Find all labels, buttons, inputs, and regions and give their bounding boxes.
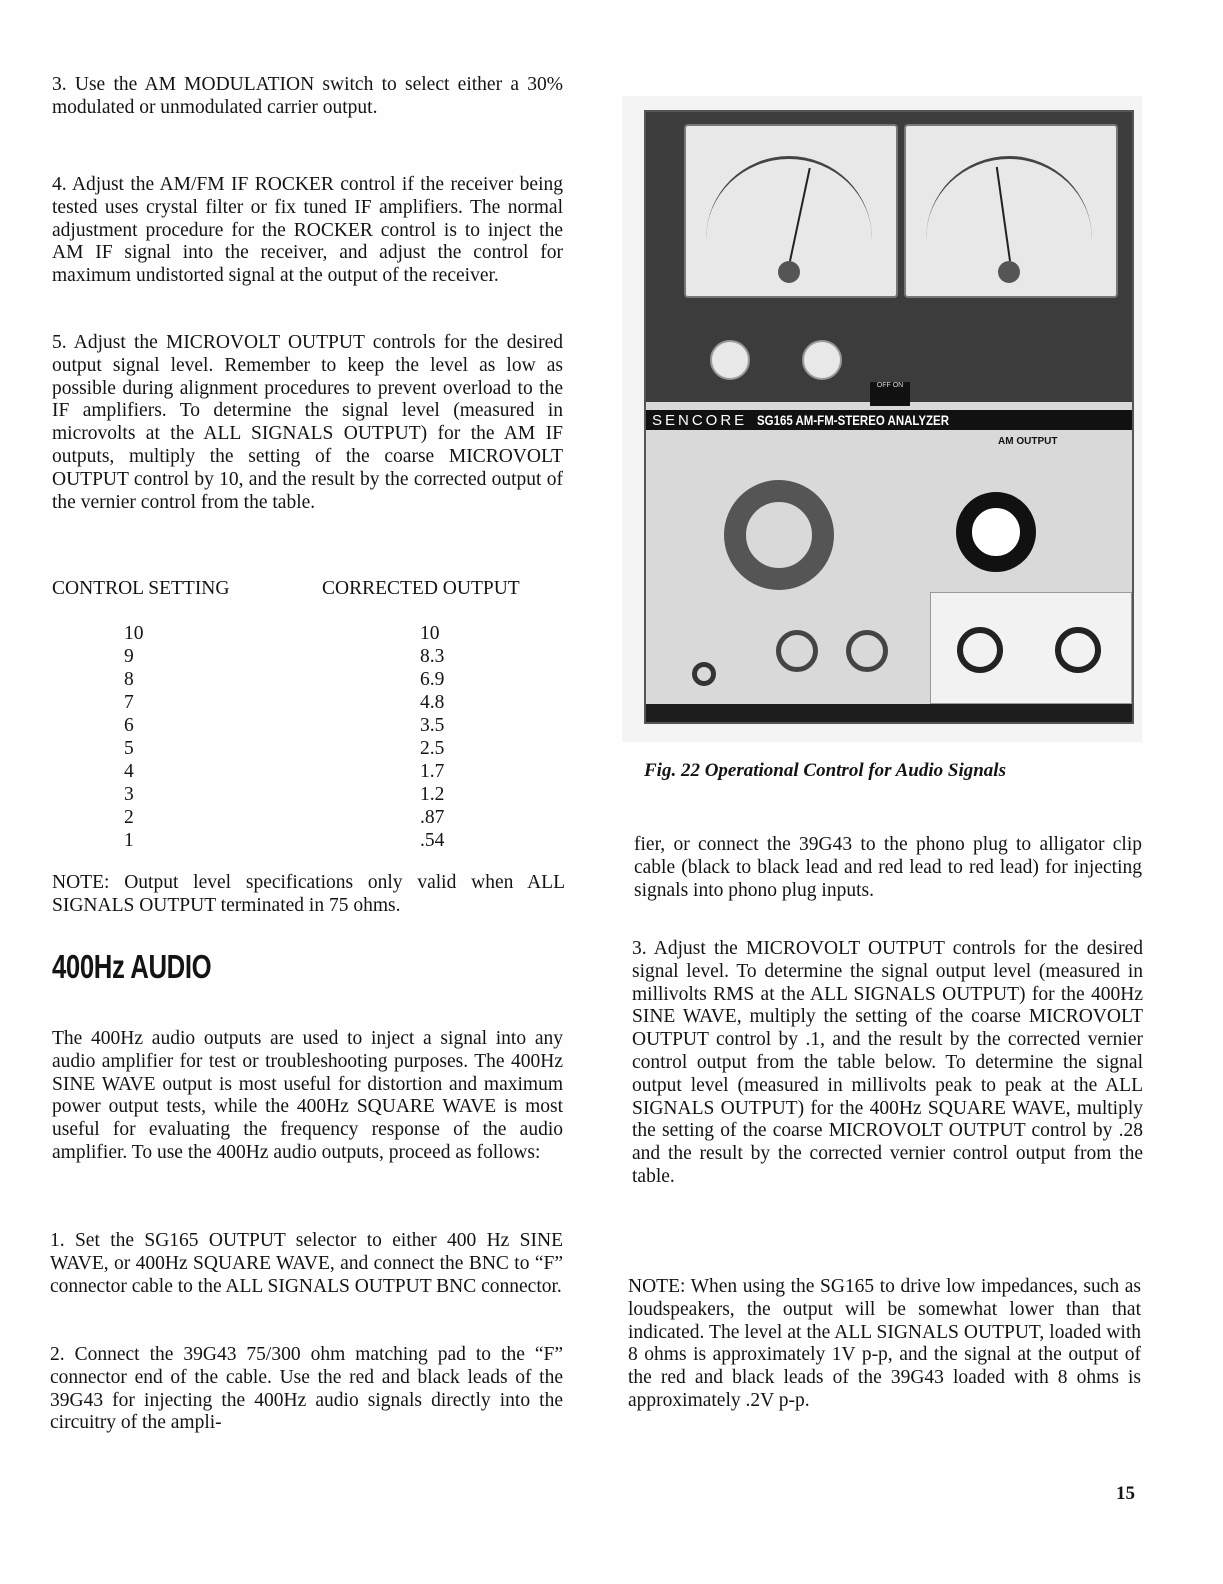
audio-intro-paragraph: The 400Hz audio outputs are used to inject a signal into any audio amplifier for test or troubleshooting purposes. The 400Hz SINE WAVE output is most useful for distortion and maximum power output tests, while the 400Hz SQUARE WAVE is most useful for evaluating the frequency response of the audio amplifier. To use the 400Hz audio outputs, proceed as follows: (52, 1028, 563, 1163)
instrument-case (644, 110, 1134, 724)
figure-caption: Fig. 22 Operational Control for Audio Signals (644, 760, 1006, 781)
phase-knob (802, 340, 842, 380)
table-cell: 5 (124, 738, 134, 759)
table-cell: .54 (420, 830, 445, 851)
output-note: NOTE: Output level specifications only valid when ALL SIGNALS OUTPUT terminated in 75 ohms. (52, 872, 565, 916)
coarse-microvolt-knob (957, 627, 1003, 673)
table-cell: 2 (124, 807, 134, 828)
output-selector-knob (956, 492, 1036, 572)
step-3-paragraph: 3. Use the AM MODULATION switch to select either a 30% modulated or unmodulated carrier output. (52, 74, 563, 118)
vernier-microvolt-knob (1055, 627, 1101, 673)
brand-logo: SENCORE (652, 412, 748, 429)
page-number: 15 (1116, 1483, 1135, 1504)
control-setting-column (124, 622, 144, 852)
table-cell: 9 (124, 646, 134, 667)
bnc-connector (692, 662, 716, 686)
step-4-paragraph: 4. Adjust the AM/FM IF ROCKER control if the receiver being tested uses crystal filter or fix tuned IF amplifiers. The normal adjustment procedure for the ROCKER control is to inject the AM IF signal into the receiver, and adjust the control for maximum undistorted signal at the output of the receiver. (52, 174, 563, 287)
table-cell: .87 (420, 807, 445, 828)
corrected-output-column (420, 622, 444, 852)
audio-step-2-paragraph: 2. Connect the 39G43 75/300 ohm matching pad to the “F” connector end of the cable. Use the red and black leads of the 39G43 for injecting the 400Hz audio signals directly into the circuitry of the ampli- (50, 1344, 563, 1434)
table-cell: 7 (124, 692, 134, 713)
knob (846, 630, 888, 672)
am-output-label: AM OUTPUT (998, 436, 1058, 447)
sg165-analyzer-photo (622, 96, 1142, 742)
step-5-paragraph: 5. Adjust the MICROVOLT OUTPUT controls for the desired output signal level. Remember to keep the level as low as possible during alignment procedures to prevent overload to the IF amplifiers. To determine the signal level (measured in microvolts at the ALL SIGNALS OUTPUT) for the AM IF outputs, multiply the setting of the coarse MICROVOLT OUTPUT control by 10, and the result by the corrected output of the vernier control from the table. (52, 332, 563, 513)
table-header-corrected-output: CORRECTED OUTPUT (322, 578, 520, 599)
table-cell: 6 (124, 715, 134, 736)
microvolt-output-panel (930, 592, 1132, 704)
low-impedance-note: NOTE: When using the SG165 to drive low impedances, such as loudspeakers, the output will be somewhat lower than that indicated. The level at the ALL SIGNALS OUTPUT, loaded with 8 ohms is approximately 1V p-p, and the signal at the output of the red and black leads of the 39G43 loaded with 8 ohms is approximately .2V p-p. (628, 1276, 1141, 1411)
table-cell: 10 (124, 623, 144, 644)
meter-panel (646, 112, 1132, 402)
knob (776, 630, 818, 672)
separation-knob (710, 340, 750, 380)
section-heading-400hz-audio: 400Hz AUDIO (52, 948, 212, 985)
table-cell: 10 (420, 623, 440, 644)
table-cell: 1 (124, 830, 134, 851)
table-cell: 4.8 (420, 692, 445, 713)
table-cell: 2.5 (420, 738, 445, 759)
table-header-control-setting: CONTROL SETTING (52, 578, 230, 599)
audio-step-3-paragraph: 3. Adjust the MICROVOLT OUTPUT controls for the desired signal level. To determine the signal output level (measured in millivolts RMS at the ALL SIGNALS OUTPUT) for the 400Hz SINE WAVE, multiply the setting of the coarse MICROVOLT OUTPUT control by .1, and the result by the corrected vernier control output from the table below. To determine the signal output level (measured in millivolts peak to peak at the ALL SIGNALS OUTPUT) for the 400Hz SQUARE WAVE, multiply the setting of the coarse MICROVOLT OUTPUT control by .28 and the result by the corrected vernier control output from the table. (632, 938, 1143, 1187)
table-cell: 6.9 (420, 669, 445, 690)
table-cell: 1.7 (420, 761, 445, 782)
right-channel-meter (904, 124, 1118, 298)
power-switch: OFF ON (870, 382, 910, 406)
model-label: SG165 AM-FM-STEREO ANALYZER (757, 412, 950, 428)
rf-tuning-dial (724, 480, 834, 590)
table-cell: 8.3 (420, 646, 445, 667)
brand-band (646, 410, 1132, 430)
table-cell: 4 (124, 761, 134, 782)
table-cell: 8 (124, 669, 134, 690)
continued-paragraph: fier, or connect the 39G43 to the phono plug to alligator clip cable (black to black lead and red lead to red lead) for injecting signals into phono plug inputs. (634, 834, 1142, 901)
table-cell: 3 (124, 784, 134, 805)
left-channel-meter (684, 124, 898, 298)
instrument-base (646, 704, 1132, 722)
table-cell: 3.5 (420, 715, 445, 736)
table-cell: 1.2 (420, 784, 445, 805)
audio-step-1-paragraph: 1. Set the SG165 OUTPUT selector to either 400 Hz SINE WAVE, or 400Hz SQUARE WAVE, and connect the BNC to “F” connector cable to the ALL SIGNALS OUTPUT BNC connector. (50, 1230, 563, 1297)
